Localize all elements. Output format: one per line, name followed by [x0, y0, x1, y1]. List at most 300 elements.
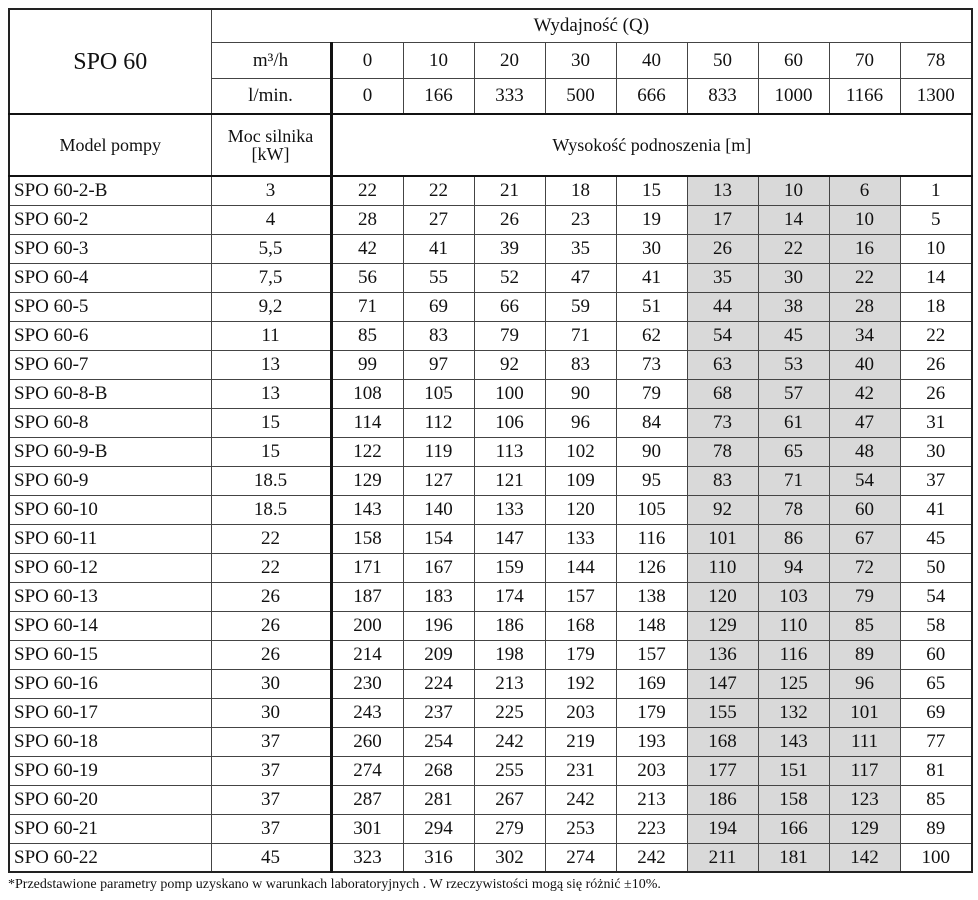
model-cell: SPO 60-8-B	[9, 379, 211, 408]
head-value-cell: 57	[758, 379, 829, 408]
head-value-cell: 28	[829, 292, 900, 321]
power-cell: 30	[211, 669, 331, 698]
head-value-cell: 54	[687, 321, 758, 350]
head-value-cell: 142	[829, 843, 900, 872]
table-row	[9, 466, 972, 495]
head-value-cell: 35	[545, 234, 616, 263]
power-cell: 22	[211, 553, 331, 582]
head-value-cell: 281	[403, 785, 474, 814]
head-value-cell: 110	[687, 553, 758, 582]
head-value-cell: 79	[616, 379, 687, 408]
table-row	[9, 437, 972, 466]
head-value-cell: 167	[403, 553, 474, 582]
power-cell: 26	[211, 611, 331, 640]
head-value-cell: 10	[829, 205, 900, 234]
head-value-cell: 123	[829, 785, 900, 814]
head-value-cell: 22	[758, 234, 829, 263]
head-value-cell: 79	[474, 321, 545, 350]
head-value-cell: 147	[687, 669, 758, 698]
head-value-cell: 103	[758, 582, 829, 611]
table-row	[9, 205, 972, 234]
model-cell: SPO 60-15	[9, 640, 211, 669]
footnote: *Przedstawione parametry pomp uzyskano w warunkach laboratoryjnych . W rzeczywistości mogą się różnić ±10%.	[8, 877, 661, 892]
head-value-cell: 53	[758, 350, 829, 379]
head-value-cell: 10	[900, 234, 972, 263]
head-value-cell: 68	[687, 379, 758, 408]
head-value-cell: 26	[687, 234, 758, 263]
head-value-cell: 125	[758, 669, 829, 698]
flow-lmin-value: 166	[403, 78, 474, 114]
head-value-cell: 158	[758, 785, 829, 814]
head-value-cell: 186	[687, 785, 758, 814]
head-value-cell: 95	[616, 466, 687, 495]
table-row	[9, 640, 972, 669]
head-value-cell: 37	[900, 466, 972, 495]
head-value-cell: 73	[616, 350, 687, 379]
model-cell: SPO 60-12	[9, 553, 211, 582]
head-value-cell: 105	[616, 495, 687, 524]
head-value-cell: 155	[687, 698, 758, 727]
model-cell: SPO 60-13	[9, 582, 211, 611]
head-value-cell: 41	[616, 263, 687, 292]
head-value-cell: 26	[900, 350, 972, 379]
head-value-cell: 279	[474, 814, 545, 843]
head-value-cell: 138	[616, 582, 687, 611]
power-cell: 13	[211, 379, 331, 408]
head-value-cell: 230	[331, 669, 403, 698]
model-cell: SPO 60-22	[9, 843, 211, 872]
model-cell: SPO 60-14	[9, 611, 211, 640]
head-value-cell: 69	[403, 292, 474, 321]
head-value-cell: 323	[331, 843, 403, 872]
power-cell: 15	[211, 437, 331, 466]
head-value-cell: 72	[829, 553, 900, 582]
head-value-cell: 56	[331, 263, 403, 292]
power-cell: 45	[211, 843, 331, 872]
head-value-cell: 242	[545, 785, 616, 814]
table-row	[9, 785, 972, 814]
head-value-cell: 22	[900, 321, 972, 350]
head-value-cell: 48	[829, 437, 900, 466]
head-value-cell: 42	[331, 234, 403, 263]
head-value-cell: 106	[474, 408, 545, 437]
head-value-cell: 301	[331, 814, 403, 843]
head-value-cell: 274	[545, 843, 616, 872]
head-value-cell: 83	[545, 350, 616, 379]
head-value-cell: 136	[687, 640, 758, 669]
head-value-cell: 105	[403, 379, 474, 408]
pump-spec-table	[8, 8, 973, 873]
head-value-cell: 18	[900, 292, 972, 321]
head-value-cell: 28	[331, 205, 403, 234]
head-value-cell: 200	[331, 611, 403, 640]
head-value-cell: 42	[829, 379, 900, 408]
table-row	[9, 263, 972, 292]
power-cell: 5,5	[211, 234, 331, 263]
head-value-cell: 71	[545, 321, 616, 350]
head-value-cell: 242	[616, 843, 687, 872]
model-cell: SPO 60-5	[9, 292, 211, 321]
head-value-cell: 253	[545, 814, 616, 843]
head-value-cell: 18	[545, 176, 616, 205]
head-value-cell: 148	[616, 611, 687, 640]
head-value-cell: 71	[331, 292, 403, 321]
head-value-cell: 211	[687, 843, 758, 872]
head-value-cell: 231	[545, 756, 616, 785]
head-value-cell: 38	[758, 292, 829, 321]
head-value-cell: 157	[545, 582, 616, 611]
head-value-cell: 27	[403, 205, 474, 234]
head-value-cell: 126	[616, 553, 687, 582]
flow-m3h-value: 50	[687, 42, 758, 78]
head-value-cell: 61	[758, 408, 829, 437]
head-value-cell: 5	[900, 205, 972, 234]
head-value-cell: 110	[758, 611, 829, 640]
head-value-cell: 84	[616, 408, 687, 437]
power-header-line1: Moc silnika	[227, 126, 314, 146]
head-value-cell: 192	[545, 669, 616, 698]
head-value-cell: 159	[474, 553, 545, 582]
head-value-cell: 60	[829, 495, 900, 524]
power-cell: 26	[211, 640, 331, 669]
flow-m3h-value: 0	[331, 42, 403, 78]
table-row	[9, 495, 972, 524]
head-value-cell: 213	[616, 785, 687, 814]
head-value-cell: 151	[758, 756, 829, 785]
model-cell: SPO 60-7	[9, 350, 211, 379]
model-cell: SPO 60-2	[9, 205, 211, 234]
head-value-cell: 19	[616, 205, 687, 234]
flow-m3h-value: 70	[829, 42, 900, 78]
flow-m3h-value: 78	[900, 42, 972, 78]
head-value-cell: 183	[403, 582, 474, 611]
power-header-line2: [kW]	[251, 144, 290, 164]
head-value-cell: 30	[758, 263, 829, 292]
head-value-cell: 203	[616, 756, 687, 785]
head-value-cell: 168	[687, 727, 758, 756]
table-title: SPO 60	[9, 9, 211, 114]
head-value-cell: 174	[474, 582, 545, 611]
model-cell: SPO 60-11	[9, 524, 211, 553]
head-value-cell: 302	[474, 843, 545, 872]
head-value-cell: 144	[545, 553, 616, 582]
head-value-cell: 40	[829, 350, 900, 379]
head-value-cell: 254	[403, 727, 474, 756]
head-value-cell: 213	[474, 669, 545, 698]
head-value-cell: 219	[545, 727, 616, 756]
head-value-cell: 108	[331, 379, 403, 408]
table-row	[9, 553, 972, 582]
table-row	[9, 843, 972, 872]
head-value-cell: 140	[403, 495, 474, 524]
unit-lmin-label: l/min.	[211, 78, 331, 114]
head-value-cell: 237	[403, 698, 474, 727]
head-value-cell: 86	[758, 524, 829, 553]
model-header: Model pompy	[9, 114, 211, 176]
head-value-cell: 97	[403, 350, 474, 379]
head-value-cell: 177	[687, 756, 758, 785]
power-cell: 22	[211, 524, 331, 553]
model-cell: SPO 60-9-B	[9, 437, 211, 466]
head-value-cell: 23	[545, 205, 616, 234]
head-value-cell: 17	[687, 205, 758, 234]
head-value-cell: 60	[900, 640, 972, 669]
head-value-cell: 154	[403, 524, 474, 553]
head-value-cell: 129	[687, 611, 758, 640]
head-value-cell: 21	[474, 176, 545, 205]
head-value-cell: 111	[829, 727, 900, 756]
head-value-cell: 287	[331, 785, 403, 814]
head-value-cell: 143	[331, 495, 403, 524]
head-value-cell: 157	[616, 640, 687, 669]
model-cell: SPO 60-20	[9, 785, 211, 814]
head-value-cell: 181	[758, 843, 829, 872]
head-value-cell: 51	[616, 292, 687, 321]
head-value-cell: 78	[758, 495, 829, 524]
flow-header: Wydajność (Q)	[211, 9, 972, 42]
power-cell: 37	[211, 756, 331, 785]
head-value-cell: 268	[403, 756, 474, 785]
power-cell: 13	[211, 350, 331, 379]
head-value-cell: 89	[829, 640, 900, 669]
head-value-cell: 30	[900, 437, 972, 466]
head-value-cell: 117	[829, 756, 900, 785]
head-value-cell: 16	[829, 234, 900, 263]
head-value-cell: 65	[900, 669, 972, 698]
head-value-cell: 52	[474, 263, 545, 292]
head-value-cell: 79	[829, 582, 900, 611]
head-value-cell: 294	[403, 814, 474, 843]
model-cell: SPO 60-16	[9, 669, 211, 698]
head-value-cell: 143	[758, 727, 829, 756]
flow-m3h-value: 10	[403, 42, 474, 78]
head-value-cell: 113	[474, 437, 545, 466]
head-value-cell: 65	[758, 437, 829, 466]
table-row	[9, 350, 972, 379]
head-value-cell: 101	[687, 524, 758, 553]
head-value-cell: 78	[687, 437, 758, 466]
model-cell: SPO 60-2-B	[9, 176, 211, 205]
head-value-cell: 225	[474, 698, 545, 727]
head-value-cell: 99	[331, 350, 403, 379]
head-value-cell: 58	[900, 611, 972, 640]
head-value-cell: 194	[687, 814, 758, 843]
head-value-cell: 54	[829, 466, 900, 495]
head-value-cell: 73	[687, 408, 758, 437]
head-value-cell: 101	[829, 698, 900, 727]
head-value-cell: 198	[474, 640, 545, 669]
head-value-cell: 63	[687, 350, 758, 379]
head-value-cell: 186	[474, 611, 545, 640]
power-cell: 9,2	[211, 292, 331, 321]
flow-m3h-value: 30	[545, 42, 616, 78]
head-value-cell: 316	[403, 843, 474, 872]
head-value-cell: 168	[545, 611, 616, 640]
flow-m3h-value: 40	[616, 42, 687, 78]
power-cell: 15	[211, 408, 331, 437]
head-header: Wysokość podnoszenia [m]	[331, 114, 972, 176]
head-value-cell: 102	[545, 437, 616, 466]
head-value-cell: 121	[474, 466, 545, 495]
head-value-cell: 22	[403, 176, 474, 205]
power-cell: 7,5	[211, 263, 331, 292]
head-value-cell: 127	[403, 466, 474, 495]
flow-m3h-value: 20	[474, 42, 545, 78]
power-cell: 26	[211, 582, 331, 611]
head-value-cell: 166	[758, 814, 829, 843]
power-cell: 37	[211, 814, 331, 843]
head-value-cell: 44	[687, 292, 758, 321]
table-row	[9, 669, 972, 698]
head-value-cell: 26	[900, 379, 972, 408]
power-cell: 4	[211, 205, 331, 234]
head-value-cell: 34	[829, 321, 900, 350]
head-value-cell: 55	[403, 263, 474, 292]
head-value-cell: 77	[900, 727, 972, 756]
head-value-cell: 26	[474, 205, 545, 234]
unit-m3h-label: m³/h	[211, 42, 331, 78]
table-row	[9, 176, 972, 205]
table-row	[9, 408, 972, 437]
head-value-cell: 1	[900, 176, 972, 205]
head-value-cell: 120	[545, 495, 616, 524]
flow-lmin-value: 833	[687, 78, 758, 114]
head-value-cell: 10	[758, 176, 829, 205]
model-cell: SPO 60-10	[9, 495, 211, 524]
power-cell: 18.5	[211, 466, 331, 495]
table-row	[9, 292, 972, 321]
head-value-cell: 35	[687, 263, 758, 292]
head-value-cell: 223	[616, 814, 687, 843]
head-value-cell: 274	[331, 756, 403, 785]
head-value-cell: 114	[331, 408, 403, 437]
table-row	[9, 814, 972, 843]
head-value-cell: 116	[616, 524, 687, 553]
head-value-cell: 122	[331, 437, 403, 466]
head-value-cell: 158	[331, 524, 403, 553]
head-value-cell: 214	[331, 640, 403, 669]
head-value-cell: 100	[474, 379, 545, 408]
head-value-cell: 83	[687, 466, 758, 495]
head-value-cell: 85	[900, 785, 972, 814]
flow-lmin-value: 666	[616, 78, 687, 114]
head-value-cell: 90	[616, 437, 687, 466]
table-row	[9, 727, 972, 756]
head-value-cell: 89	[900, 814, 972, 843]
head-value-cell: 81	[900, 756, 972, 785]
head-value-cell: 133	[545, 524, 616, 553]
table-row	[9, 524, 972, 553]
head-value-cell: 83	[403, 321, 474, 350]
head-value-cell: 116	[758, 640, 829, 669]
head-value-cell: 67	[829, 524, 900, 553]
head-value-cell: 260	[331, 727, 403, 756]
head-value-cell: 14	[758, 205, 829, 234]
model-cell: SPO 60-6	[9, 321, 211, 350]
head-value-cell: 242	[474, 727, 545, 756]
head-value-cell: 47	[545, 263, 616, 292]
model-cell: SPO 60-3	[9, 234, 211, 263]
head-value-cell: 120	[687, 582, 758, 611]
head-value-cell: 196	[403, 611, 474, 640]
head-value-cell: 209	[403, 640, 474, 669]
table-row	[9, 582, 972, 611]
head-value-cell: 69	[900, 698, 972, 727]
head-value-cell: 15	[616, 176, 687, 205]
head-value-cell: 96	[545, 408, 616, 437]
head-value-cell: 66	[474, 292, 545, 321]
head-value-cell: 129	[331, 466, 403, 495]
power-cell: 18.5	[211, 495, 331, 524]
head-value-cell: 267	[474, 785, 545, 814]
head-value-cell: 100	[900, 843, 972, 872]
head-value-cell: 119	[403, 437, 474, 466]
head-value-cell: 30	[616, 234, 687, 263]
power-cell: 11	[211, 321, 331, 350]
flow-lmin-value: 500	[545, 78, 616, 114]
model-cell: SPO 60-19	[9, 756, 211, 785]
head-value-cell: 47	[829, 408, 900, 437]
table-row	[9, 698, 972, 727]
power-cell: 37	[211, 785, 331, 814]
model-cell: SPO 60-8	[9, 408, 211, 437]
table-row	[9, 756, 972, 785]
head-value-cell: 14	[900, 263, 972, 292]
head-value-cell: 187	[331, 582, 403, 611]
table-row	[9, 611, 972, 640]
head-value-cell: 132	[758, 698, 829, 727]
head-value-cell: 22	[829, 263, 900, 292]
head-value-cell: 22	[331, 176, 403, 205]
model-cell: SPO 60-4	[9, 263, 211, 292]
head-value-cell: 6	[829, 176, 900, 205]
head-value-cell: 62	[616, 321, 687, 350]
head-value-cell: 92	[474, 350, 545, 379]
head-value-cell: 90	[545, 379, 616, 408]
flow-lmin-value: 1300	[900, 78, 972, 114]
table-row	[9, 379, 972, 408]
flow-lmin-value: 1000	[758, 78, 829, 114]
head-value-cell: 45	[758, 321, 829, 350]
model-cell: SPO 60-9	[9, 466, 211, 495]
head-value-cell: 147	[474, 524, 545, 553]
head-value-cell: 255	[474, 756, 545, 785]
head-value-cell: 133	[474, 495, 545, 524]
head-value-cell: 243	[331, 698, 403, 727]
head-value-cell: 85	[331, 321, 403, 350]
table-row	[9, 234, 972, 263]
head-value-cell: 112	[403, 408, 474, 437]
head-value-cell: 50	[900, 553, 972, 582]
power-cell: 37	[211, 727, 331, 756]
head-value-cell: 129	[829, 814, 900, 843]
power-header	[211, 114, 331, 176]
head-value-cell: 193	[616, 727, 687, 756]
head-value-cell: 169	[616, 669, 687, 698]
head-value-cell: 171	[331, 553, 403, 582]
power-cell: 30	[211, 698, 331, 727]
head-value-cell: 224	[403, 669, 474, 698]
head-value-cell: 109	[545, 466, 616, 495]
head-value-cell: 31	[900, 408, 972, 437]
table-row	[9, 321, 972, 350]
head-value-cell: 59	[545, 292, 616, 321]
head-value-cell: 13	[687, 176, 758, 205]
head-value-cell: 41	[403, 234, 474, 263]
head-value-cell: 39	[474, 234, 545, 263]
flow-m3h-value: 60	[758, 42, 829, 78]
power-cell: 3	[211, 176, 331, 205]
